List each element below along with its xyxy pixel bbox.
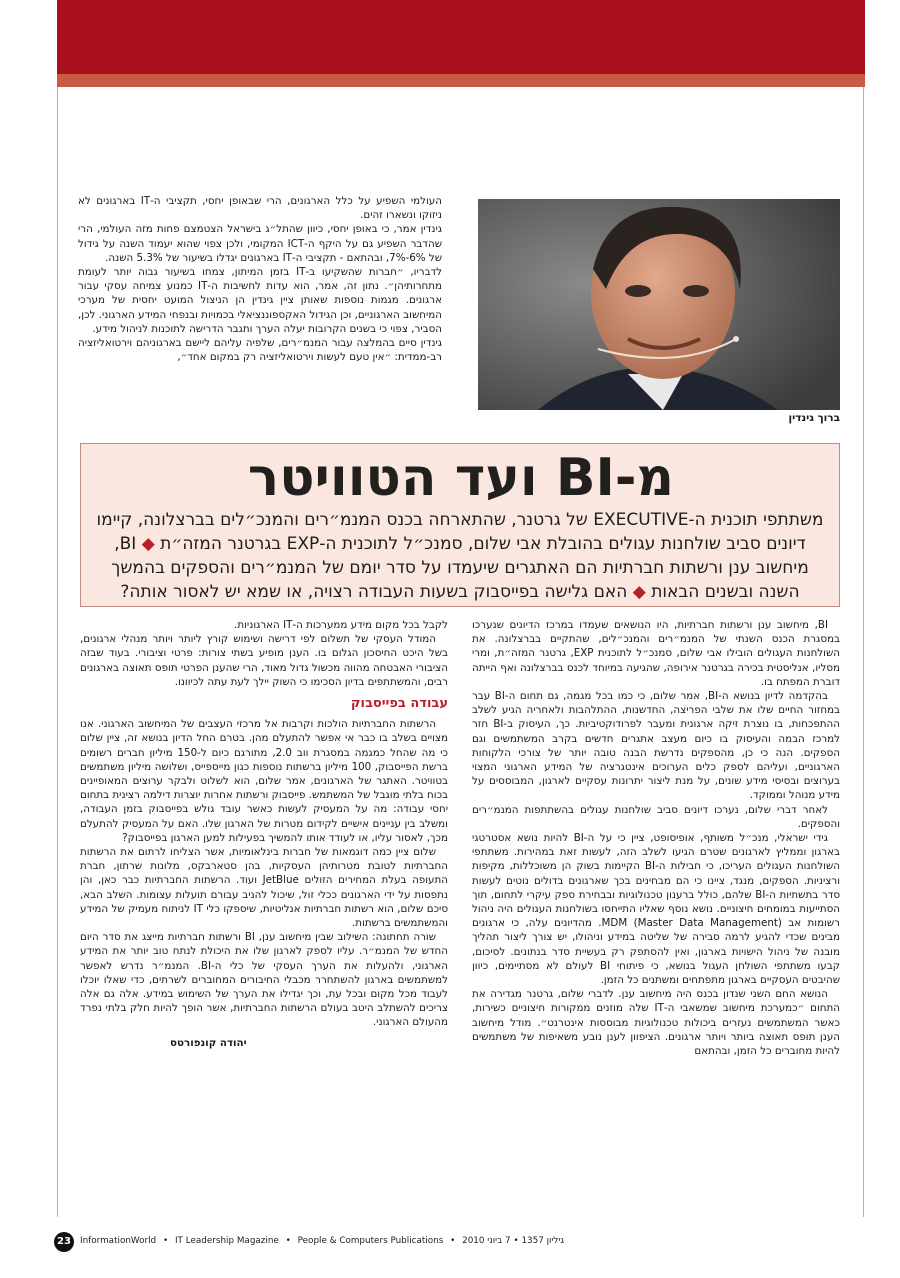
page-number: 23 — [54, 1232, 74, 1252]
body-paragraph: גידי ישראלי, מנכ״ל משותף, אופיסופט, ציין כי על ה-BI להיות נושא אסטרטגי בארגון וממליץ לארגונים שטרם הגיעו לשלב הזה, לעשות זאת במהירות. משתתפי השולחנות העגולים העריכו, כי חבילות ה-BI הקיימות בשוק הן משוכללות, מקיפות ורציניות. הספקים, מנגד, ציינו כי הם מבחינים בכך שארגונים בדולים נוטים לעשות סדר בתשתיות ה-BI שלהם, כולל ברענון טכנולוגיות ובבחירת ספק עיקרי לתחום, תוך הסתייעות במומחים חיצוניים. נושא נוסף שאליו התייחסו בשולחנות העגולים היה ניהול רשומות אב MDM (Master Data Management). מהדיונים עלה, כי ארגונים מבינים שכדי להגיע לרמה סבירה של שליטה במידע וניהולו, יש צורך ליצור תהליך מובנה של ניהול הישויות בארגון, ואין להסתפק רק בעשיית סדר בנתונים. לסיכום, קבעו משתתפי השולחן העגול בנושא, כי פיתוחי BI לעולם לא מסתיימים, כיוון שהיבטים העסקיים בארגון מתפתחים ומשתנים כל הזמן. — [472, 832, 840, 987]
footer-item: People & Computers Publications — [297, 1236, 444, 1246]
intro-paragraph: גינדין אמר, כי באופן יחסי, כיוון שהתל״ג בישראל הצטמצם פחות מזה העולמי, הרי שהדבר השפיע גם על היקף ה-ICT המקומי, ולכן צפוי שהוא יעמוד השנה על גידול של 6%-7%, ובהתאם - תקציבי ה-IT בארגונים יגדלו בשיעור של 5.3% השנה. — [78, 223, 442, 264]
footer-item: IT Leadership Magazine — [174, 1236, 279, 1246]
body-paragraph: שלום ציין כמה דוגמאות של חברות בינלאומיות, אשר הצליחו לרתום את הרשתות החברתיות לטובת מטרותיהן העסקיות, בהן סטארבקס, מלונות שרתון, חברת התעופה בעלת המחירים הזולים JetBlue ועוד. הרשתות החברתיות כבר כאן, והן נתפסות על ידי הארגונים ככלי זול, שיכול להניב עבורם תועלות עצומות. השלב הבא, סיכם שלום, הוא רשתות חברתיות אנליטיות, שיספקו כלי IT לניתוח מעמיק של המידע והמשתמשים ברשתות. — [80, 846, 448, 930]
footer-separator: • — [285, 1236, 291, 1246]
feature-box — [80, 443, 840, 607]
body-paragraph: לאחר דברי שלום, נערכו דיונים סביב שולחנות עגולים בהשתתפות המנמ״רים והספקים. — [472, 803, 840, 830]
footer-separator: • — [450, 1236, 456, 1246]
footer-item: גיליון 1357 • 7 ביוני 2010 — [462, 1236, 564, 1246]
footer-separator: • — [162, 1236, 169, 1246]
article-subheadline: משתתפי תוכנית ה-EXECUTIVE של גרטנר, שהתארחה בכנס המנמ״רים והמנכ״לים בברצלונה, קיימו דיונים סביב שולחנות עגולים בהובלת אבי שלום, סמנכ״ל לתוכנית ה-EXP בגרטנר המזה״ת ◆ BI, מיחשוב ענן ורשתות חברתיות הם האתגרים שיעמדו על סדר יומם של המנמ״רים והספקים בהמשך השנה ובשנים הבאות ◆ האם גלישה בפייסבוק בשעות העבודה רצויה, או שמא יש לאסור אותה? — [96, 510, 824, 602]
body-paragraph: BI, מיחשוב ענן ורשתות חברתיות, היו הנושאים שעמדו במרכז הדיונים שנערכו במסגרת הכנס השנתי של המנמ״רים והמנכ״לים, שהתקיים בברצלונה. את השולחנות העגולים הובילו אבי שלום, סמנכ״ל לתוכנית EXP, גרטנר המזה״ת, ומרי מסליו, אנליסטית בכירה בגרטנר אירופה, שהגיעה במיוחד לכנס בברצלונה ואף הייתה דוברת המפתח בו. — [472, 619, 840, 688]
intro-paragraph: העולמי השפיע על כלל הארגונים, הרי שבאופן יחסי, תקציבי ה-IT בארגונים לא ניזוקו ונשארו זהים. — [78, 195, 442, 222]
article-column-left — [80, 618, 448, 1178]
body-paragraph: המודל העסקי של תשלום לפי דרישה ושימוש קורץ ליותר ויותר מנהלי ארגונים, בשל היכט החיסכון הגלום בו. הענן מופיע בשתי צורות: פרטי וציבורי. בעוד שבזה הציבורי האבטחה מהווה מכשול גדול מאוד, הרי שהענן הפרטי תופס תאוצה בארגונים רבים, והמשתתפים בדיון הסכימו כי השוק יילך לעת עתה לכיוונו. — [80, 633, 448, 688]
body-paragraph: שורה תחתונה: השילוב שבין מיחשוב ענן, BI ורשתות חברתיות מייצג את סדר היום החדש של המנמ״ר. עליו לספק לארגון שלו את היכולת לנתח טוב יותר את המידע הארגוני, ולהעלות את הערך העסקי של כלי ה-BI. המנמ״ר נדרש לאפשר למשתמשים בארגון להשתחרר מכבלי החיבורים המחוברים לשרתים, כדי שאלו יוכלו לעבוד מכל מקום ובכל עת, וכך יגדילו את הערך של השימוש במידע. אלה גם אלה צריכים להשתלב היטב בעולם הרשתות החברתיות, אשר הופך להיות חלק בלתי נפרד מהעולם הארגוני. — [80, 931, 448, 1029]
body-paragraph: הנושא החם השני שנדון בכנס היה מיחשוב ענן. לדברי שלום, גרטנר מגדירה את התחום ״כמערכת מיחשוב שמשאבי ה-IT שלה מוזנים ממקורות חיצוניים כשירות, כאשר המשתמשים נעזרים ביכולות טכנולוגיות מבוססות אינטרנט״. מודל מיחשוב הענן תופס תאוצה ביותר ויותר ארגונים. הציפוון לענן נובע משאיפות של משתמשים להיות מחוברים כל הזמן, ובהתאם — [472, 988, 840, 1058]
speaker-photo — [478, 199, 840, 410]
footer-item: InformationWorld — [80, 1236, 157, 1246]
footer-publication-line — [80, 1236, 568, 1246]
speaker-portrait-image — [478, 199, 840, 410]
header-band — [57, 0, 865, 74]
article-headline: מ-BI ועד הטוויטר — [247, 448, 675, 508]
article-column-right — [472, 618, 840, 1178]
body-paragraph: הרשתות החברתיות הולכות וקרבות אל מרכזי העצבים של המיחשוב הארגוני. אנו מצויים בשלב בו כבר אי אפשר להתעלם מהן. בטרם החל הדיון בנושא זה, ציין שלום כי מה שהחל כמגמה במסגרת ווב 2.0, מתורגם כיום ל-150 מיליון חברים רשומים ברשת הפייסבוק, 100 מיליון ברשתות נוספות כגון מייספייס, ושלושה מיליון משתמשים בטוויטר. האתגר של הארגונים, אמר שלום, הוא לשלוט ולבקר ערוצים המאופיינים בכוח בלתי מוגבל של המשתמש. פייסבוק ורשתות אחרות יוצרות דילמה רצינית בתחום יחסי עבודה: מה על המעסיק לעשות כאשר עובד גולש בפייסבוק בזמן העבודה, ומשלב בין עניינים אישיים לקידום מטרות של הארגון שלו. האם על המעסיק להתעלם מכך, לאסור עליו, או לעודד אותו להמשיך בפעילות למען הארגון בפייסבוק? — [80, 718, 448, 844]
header-strip — [57, 74, 865, 87]
body-paragraph: לקבל בכל מקום מידע ממערכות ה-IT הארגוניות. — [234, 619, 448, 631]
intro-paragraph: לדבריו, ״חברות שהשקיעו ב-IT בזמן המיתון, צמחו בשיעור גבוה יותר לעומת מתחרותיהן״. נתון זה, אמר, הוא עדות לחשיבות ה-IT כמנוע צמיחה עסקי עבור ארגונים. מגמות נוספות שאותן ציין גינדין הן הניצול המועט יחסית של מערכי המיחשוב הארגוניים, וכן הגידול האקספוננציאלי בכמויות ובנפחי המידע הארגוני. לכן, הסביר, צפוי כי בשנים הקרובות יעלה הערך ותגבר הדרישה לתוכנות לניהול מידע. — [78, 266, 442, 335]
photo-caption: ברוך גינדין — [788, 412, 840, 424]
diamond-bullet-icon: ◆ — [632, 582, 646, 602]
intro-paragraph: גינדין סיים בהמלצה עבור המנמ״רים, שלפיה עליהם ליישם בארגוניהם וירטואליזציה רב-ממדית: ״אין טעם לעשות וירטואליזציה רק במקום אחד״, — [78, 337, 442, 364]
author-signature: יהודה קונפורטס — [170, 1036, 247, 1049]
intro-column — [78, 194, 442, 422]
body-paragraph: בהקדמה לדיון בנושא ה-BI, אמר שלום, כי כמו בכל מגמה, גם תחום ה-BI עבר במחזור החיים שלו את שלבי הפריצה, החדשנות, ההתלהבות ולאחריה הגיע לשלב ההתפכחות, בו נוצרת זיקה ארגונית ומעבר לפרודוקטיביות. כך, העיסוק ב-BI חזר למרכז הבמה והעיסוק בו כיום מעצב אתגרים חדשים בקרב המשתמשים וגם הספקים. הנה כי כן, מהספקים נדרשת הבנה טובה יותר של צורכי הלקוחות הארגוניים, ועליהם לספק כלים הערוכים אינטגרציה של המידע הארגוני המצוי בערוצים ובסיסי מידע שונים, על מנת ליצור יתרונות עסקיים לארגון, המבוססים על מידע מנוהל וממוקד. — [472, 690, 840, 802]
section-title: עבודה בפייסבוק — [350, 696, 448, 712]
diamond-bullet-icon: ◆ — [141, 534, 155, 554]
page-footer — [54, 1232, 874, 1256]
